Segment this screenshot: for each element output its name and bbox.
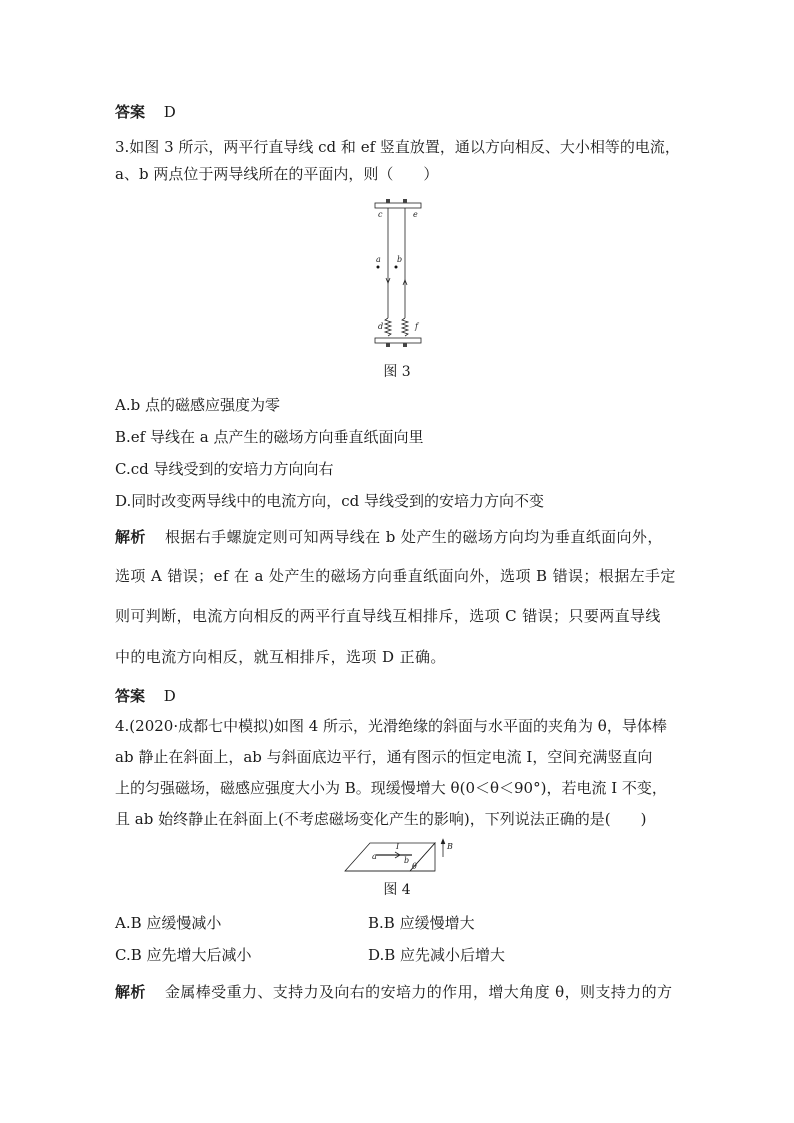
q4-option-d: D.B 应先减小后增大 xyxy=(368,946,506,964)
analysis-text: 金属棒受重力、支持力及向右的安培力的作用，增大角度 θ，则支持力的方 xyxy=(164,983,673,1001)
point-b xyxy=(395,266,398,269)
figure-3 xyxy=(370,198,425,352)
label-e: e xyxy=(413,210,418,219)
q4-stem-line3: 上的匀强磁场，磁感应强度大小为 B。现缓慢增大 θ(0＜θ＜90°)，若电流 I 不变， xyxy=(115,779,667,797)
answer-label: 答案 xyxy=(115,687,146,705)
label-b: b xyxy=(404,856,410,865)
q3-option-d: D.同时改变两导线中的电流方向，cd 导线受到的安培力方向不变 xyxy=(115,492,545,510)
figure-3-caption: 图 3 xyxy=(383,364,411,380)
answer-label: 答案 xyxy=(115,103,146,121)
analysis-label: 解析 xyxy=(115,528,146,546)
analysis-label: 解析 xyxy=(115,983,146,1001)
top-clamp-right xyxy=(403,199,407,203)
q3-analysis-line2: 选项 A 错误；ef 在 a 处产生的磁场方向垂直纸面向外，选项 B 错误；根据左手定 xyxy=(115,567,676,585)
bottom-clamp-right xyxy=(403,343,407,347)
incline-top-face xyxy=(345,843,435,871)
label-I: I xyxy=(396,842,400,851)
q3-option-b: B.ef 导线在 a 点产生的磁场方向垂直纸面向里 xyxy=(115,428,424,446)
q4-stem-line1: 4.(2020·成都七中模拟)如图 4 所示，光滑绝缘的斜面与水平面的夹角为 θ，导体棒 xyxy=(115,717,667,735)
q3-analysis-line3: 则可判断，电流方向相反的两平行直导线互相排斥，选项 C 错误；只要两直导线 xyxy=(115,607,661,625)
label-a: a xyxy=(376,255,381,264)
label-b: b xyxy=(397,255,403,264)
figure-4-caption: 图 4 xyxy=(383,882,411,898)
label-f: f xyxy=(415,322,418,331)
q3-analysis-line4: 中的电流方向相反，就互相排斥，选项 D 正确。 xyxy=(115,648,446,666)
answer-value: D xyxy=(163,103,176,121)
q3-option-a: A.b 点的磁感应强度为零 xyxy=(115,396,280,414)
q3-stem-line1: 3.如图 3 所示，两平行直导线 cd 和 ef 竖直放置，通以方向相反、大小相等的电流， xyxy=(115,138,680,156)
top-clamp-left xyxy=(386,199,390,203)
label-c: c xyxy=(378,210,383,219)
spring-d xyxy=(385,318,391,336)
b-field-arrow xyxy=(441,839,445,844)
q3-stem-line2: a、b 两点位于两导线所在的平面内，则（ ） xyxy=(115,165,439,183)
top-plate xyxy=(375,203,421,208)
label-a: a xyxy=(372,852,377,861)
q4-stem-line4: 且 ab 始终静止在斜面上(不考虑磁场变化产生的影响)，下列说法正确的是( ) xyxy=(115,810,647,828)
q4-analysis-line1 xyxy=(115,982,672,1002)
bottom-clamp-left xyxy=(386,343,390,347)
q3-option-c: C.cd 导线受到的安培力方向向右 xyxy=(115,460,334,478)
point-a xyxy=(377,266,380,269)
answer-value: D xyxy=(163,687,176,705)
spring-f xyxy=(402,318,408,336)
analysis-text: 根据右手螺旋定则可知两导线在 b 处产生的磁场方向均为垂直纸面向外， xyxy=(164,528,663,546)
q4-option-a: A.B 应缓慢减小 xyxy=(115,914,222,932)
figure-4 xyxy=(340,835,465,877)
q4-option-c: C.B 应先增大后减小 xyxy=(115,946,252,964)
label-d: d xyxy=(378,322,384,331)
bottom-plate xyxy=(375,338,421,343)
label-B: B xyxy=(447,842,453,851)
label-theta: θ xyxy=(412,862,417,871)
q3-analysis-line1 xyxy=(115,527,663,547)
q4-option-b: B.B 应缓慢增大 xyxy=(368,914,475,932)
q3-answer xyxy=(115,686,176,706)
q2-answer xyxy=(115,102,176,122)
q4-stem-line2: ab 静止在斜面上，ab 与斜面底边平行，通有图示的恒定电流 I，空间充满竖直向 xyxy=(115,748,653,766)
